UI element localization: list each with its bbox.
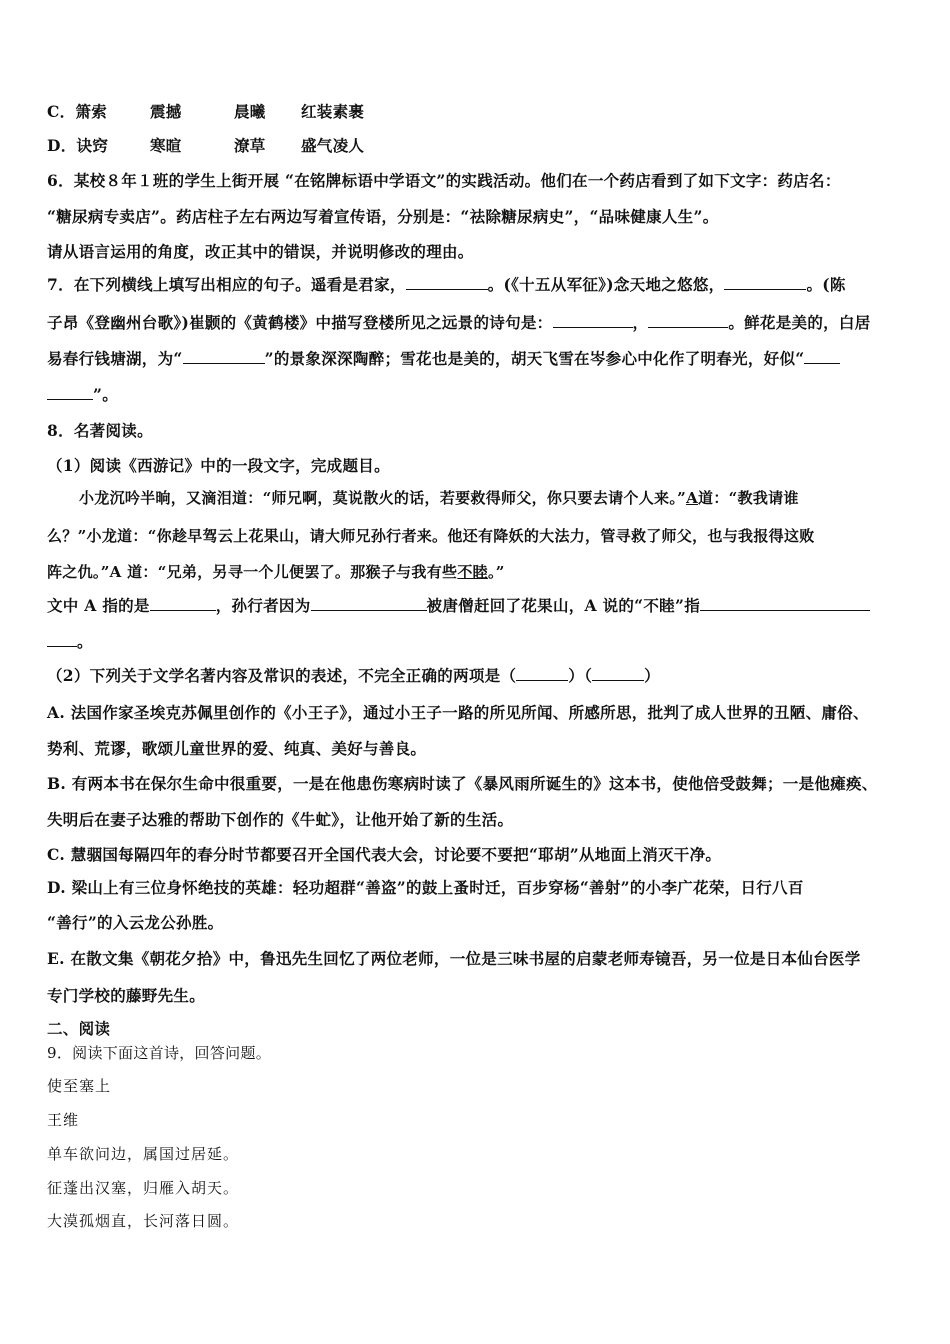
q8-text: 文中 A 指的是 [47,596,150,615]
choice-c-line-1: C. 慧骃国每隔四年的春分时节都要召开全国代表大会，讨论要不要把“耶胡”从地面上消灭干净。 [47,845,722,864]
q7-line-2 [47,312,906,334]
q7-text: 易春行钱塘湖，为“ [47,349,183,368]
fill-blank[interactable] [648,313,728,328]
q7-text: ”。 [93,385,119,404]
fill-blank[interactable] [700,596,870,611]
passage-line-3 [47,561,906,583]
choice-b-line-2: 失明后在妻子达雅的帮助下创作的《牛虻》，让他开始了新的生活。 [47,810,514,829]
choice-b-line-1: B. 有两本书在保尔生命中很重要，一是在他患伤寒病时读了《暴风雨所诞生的》这本书，使他倍受鼓舞；一是他瘫痪、 [47,774,878,793]
option-d-label-word1 [47,135,150,157]
option-c-row [47,101,906,123]
q6-line-1: 6．某校８年１班的学生上街开展 “在铭牌标语中学语文”的实践活动。他们在一个药店看到了如下文字：药店名： [47,171,841,190]
q6-line-3: 请从语言运用的角度，改正其中的错误，并说明修改的理由。 [47,242,474,261]
passage-text: A [686,489,699,507]
option-word: 震撼 [150,102,182,121]
q8-title: 8．名著阅读。 [47,421,153,440]
q9-title: 9．阅读下面这首诗，回答问题。 [47,1044,272,1062]
poem-author: 王维 [47,1111,80,1129]
fill-blank[interactable] [724,275,806,290]
passage-text: 道：“教我请谁 [698,489,799,507]
passage-line-1 [47,487,906,509]
q8-text: 被唐僧赶回了花果山，A 说的“不睦”指 [426,596,701,615]
q7-line-3 [47,348,906,370]
fill-blank[interactable] [183,349,265,364]
q8-fill-line-2 [47,631,906,653]
fill-blank[interactable] [553,313,633,328]
q6-line-2: “糖尿病专卖店”。药店柱子左右两边写着宣传语，分别是：“祛除糖尿病史”，“品味健康人生”。 [47,207,719,226]
choice-d-line-2: “善行”的入云龙公孙胜。 [47,913,224,932]
option-word: 箫索 [75,102,108,121]
poem-line: 大漠孤烟直，长河落日圆。 [47,1212,240,1230]
q7-line-4 [47,384,906,406]
section-heading: 二、阅读 [47,1019,111,1038]
fill-blank[interactable] [804,349,840,364]
q8-text: ）（ [568,666,593,685]
option-label: D． [47,136,77,155]
q8-sub1: （1）阅读《西游记》中的一段文字，完成题目。 [47,456,390,475]
q8-text: （2）下列关于文学名著内容及常识的表述，不完全正确的两项是（ [47,666,517,685]
option-label: C． [47,102,76,121]
fill-blank[interactable] [311,596,427,611]
option-c-label-word1 [47,101,150,123]
q7-text: ”的景象深深陶醉；雪花也是美的，胡天飞雪在岑参心中化作了明春光，好似“ [264,349,805,368]
q7-text: 7．在下列横线上填写出相应的句子。遥看是君家， [47,275,406,294]
option-word: 红装素裹 [301,102,365,121]
choice-e-line-1: E. 在散文集《朝花夕拾》中，鲁迅先生回忆了两位老师，一位是三味书屋的启蒙老师寿镜吾，另一位是日本仙台医学 [47,949,861,968]
fill-blank[interactable] [47,632,77,647]
fill-blank[interactable] [150,596,216,611]
fill-blank[interactable] [47,385,93,400]
passage-text: 阵之仇。”A 道：“兄弟，另寻一个儿便罢了。那猴子与我有些 [47,563,458,581]
fill-blank[interactable] [406,275,488,290]
answer-blank[interactable] [516,666,568,681]
q7-text: 。(《十五从军征》)念天地之悠悠， [487,275,725,294]
q7-text: ， [632,313,649,332]
q7-line-1 [47,274,906,296]
choice-a-line-1: A. 法国作家圣埃克苏佩里创作的《小王子》，通过小王子一路的所见所闻、所感所思，批判了成人世界的丑陋、庸俗、 [47,703,869,722]
passage-text: 。” [487,563,505,581]
option-word: 潦草 [234,136,266,155]
option-word: 晨曦 [234,102,266,121]
option-word: 寒暄 [150,136,182,155]
poem-title: 使至塞上 [47,1077,112,1095]
choice-e-line-2: 专门学校的藤野先生。 [47,986,206,1005]
passage-text: 不睦 [457,563,488,581]
choice-a-line-2: 势利、荒谬，歌颂儿童世界的爱、纯真、美好与善良。 [47,739,427,758]
poem-line: 单车欲问边，属国过居延。 [47,1145,240,1163]
option-word: 诀窍 [76,136,109,155]
q8-text: ，孙行者因为 [215,596,311,615]
option-word: 盛气凌人 [301,136,365,155]
q8-fill-line-1 [47,595,906,617]
q7-text: 。(陈 [806,275,846,294]
q8-text: 。 [77,632,93,651]
passage-text: 小龙沉吟半晌，又滴泪道：“师兄啊，莫说散火的话，若要救得师父，你只要去请个人来。” [79,489,687,507]
q8-text: ） [644,666,660,685]
q7-text: 子昂《登幽州台歌》)崔颢的《黄鹤楼》中描写登楼所见之远景的诗句是： [47,313,553,332]
passage-line-2: 么？”小龙道：“你趁早驾云上花果山，请大师兄孙行者来。他还有降妖的大法力，管寻救了师父，也与我报得这败 [47,527,815,545]
q7-text: 。鲜花是美的，白居 [728,313,871,332]
q8-sub2 [47,665,906,687]
answer-blank[interactable] [592,666,644,681]
option-d-row [47,135,906,157]
choice-d-line-1: D. 梁山上有三位身怀绝技的英雄：轻功超群“善盗”的鼓上蚤时迁，百步穿杨“善射”的小李广花荣，日行八百 [47,878,804,897]
poem-line: 征蓬出汉塞，归雁入胡天。 [47,1179,240,1197]
